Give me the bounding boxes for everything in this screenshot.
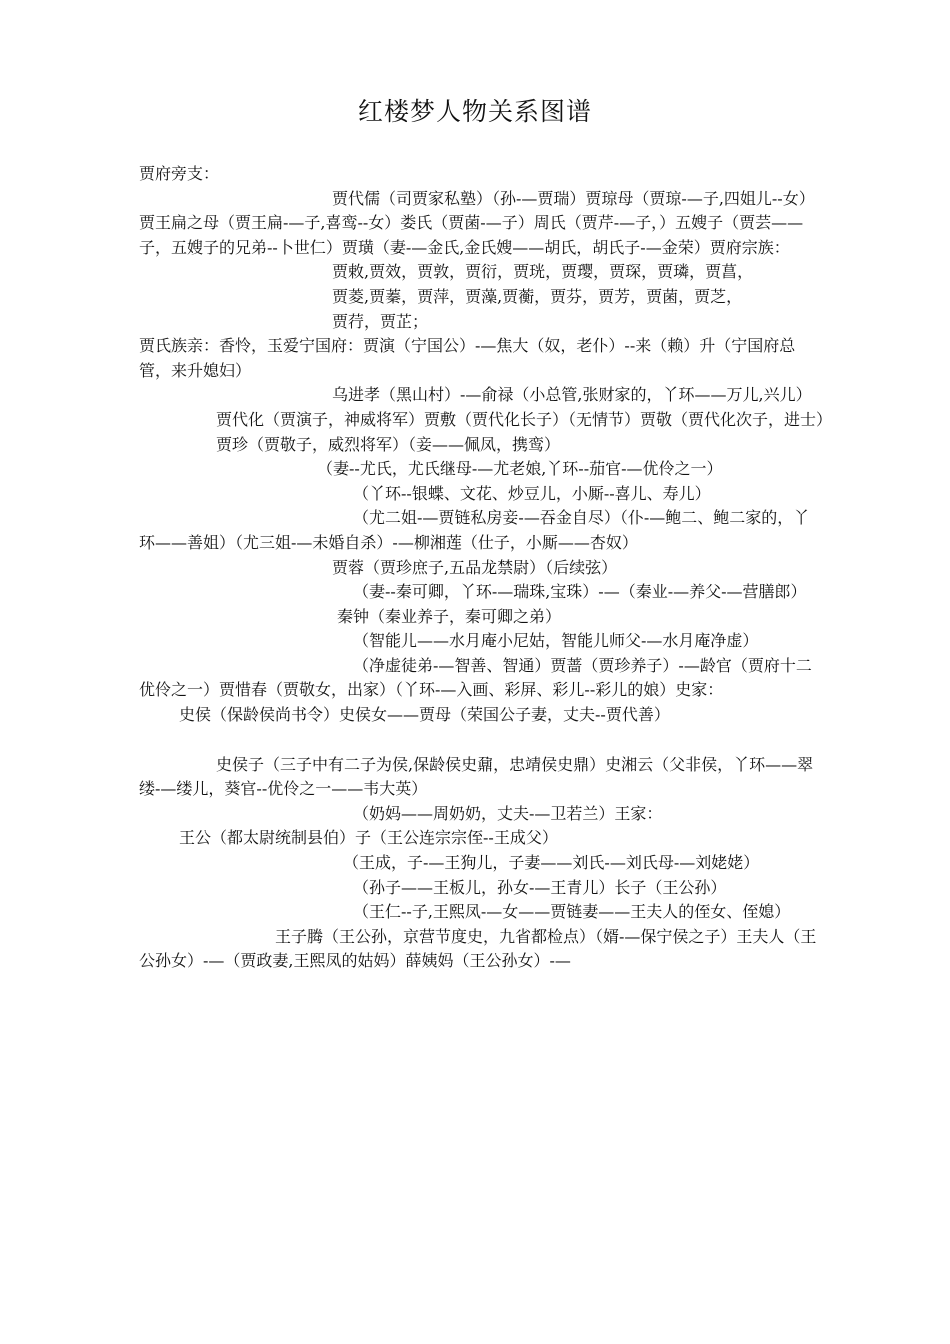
paragraph: （净虚徒弟-—智善、智通）贾蔷（贾珍养子）-—龄官（贾府十二优伶之一）贾惜春（贾敬女，出家）（丫环-—入画、彩屏、彩儿--彩儿的娘）史家： <box>139 655 812 700</box>
paragraph: 贾菱,贾蓁，贾萍，贾藻,贾蘅，贾芬，贾芳，贾菌，贾芝， <box>332 286 743 306</box>
paragraph: （孙子——王板儿，孙女-—王青儿）长子（王公孙） <box>353 877 727 897</box>
paragraph: （智能儿——水月庵小尼姑，智能儿师父-—水月庵净虚） <box>353 631 759 651</box>
paragraph: 乌进孝（黑山村）-—俞禄（小总管,张财家的，丫环——万儿,兴儿） <box>332 385 812 405</box>
paragraph: （王成，子-—王狗儿，子妻——刘氏-—刘氏母-—刘姥姥） <box>343 853 760 873</box>
paragraph: 贾代化（贾演子，神威将军）贾敷（贾代化长子）（无情节）贾敬（贾代化次子，进士）贾珍（贾敬子，威烈将军）（妾——佩凤，携鸾） <box>216 409 825 454</box>
paragraph: （妻--尤氏，尤氏继母-—尤老娘,丫环--茄官-—优伶之一） <box>317 459 723 479</box>
paragraph: （妻--秦可卿，丫环-—瑞珠,宝珠）-—（秦业-—养父-—营膳郎） <box>353 582 807 602</box>
paragraph: 贾府旁支： <box>139 164 220 183</box>
paragraph: 王子腾（王公孙，京营节度史，九省都检点）（婿-—保宁侯之子）王夫人（王公孙女）-—（贾政妻,王熙凤的姑妈）薛姨妈（王公孙女）-— <box>139 926 817 971</box>
paragraph: 贾代儒（司贾家私塾）（孙-—贾瑞）贾琼母（贾琼-—子,四姐儿--女）贾王扁之母（贾王扁-—子,喜鸾--女）娄氏（贾菌-—子）周氏（贾芹-—子，）五嫂子（贾芸——子，五嫂子的兄弟--卜世仁）贾璜（妻-—金氏,金氏嫂——胡氏，胡氏子-—金荣）贾府宗族： <box>139 188 815 257</box>
paragraph: 秦钟（秦业养子，秦可卿之弟） <box>337 606 562 626</box>
paragraph: 史侯（保龄侯尚书令）史侯女——贾母（荣国公子妻，丈夫--贾代善） <box>179 705 670 725</box>
paragraph: 贾敕,贾效，贾敦，贾衍，贾珖，贾璎，贾琛，贾璘，贾菖， <box>332 262 754 282</box>
document-body <box>139 162 825 974</box>
paragraph: （王仁--子,王熙凤-—女——贾链妻——王夫人的侄女、侄媳） <box>353 902 791 922</box>
paragraph: 史侯子（三子中有二子为侯,保龄侯史鼐，忠靖侯史鼎）史湘云（父非侯，丫环——翠缕-—缕儿，葵官--优伶之一——韦大英） <box>139 754 814 799</box>
paragraph: （奶妈——周奶奶，丈夫-—卫若兰）王家： <box>353 803 663 823</box>
document-title: 红楼梦人物关系图谱 <box>357 97 592 126</box>
spacer <box>139 728 825 753</box>
paragraph: 贾氏族亲：香怜，玉爱宁国府：贾演（宁国公）-—焦大（奴，老仆）--来（赖）升（宁国府总管，来升媳妇） <box>139 336 796 380</box>
paragraph: 王公（都太尉统制县伯）子（王公连宗宗侄--王成父） <box>179 828 558 848</box>
paragraph: 贾蓉（贾珍庶子,五品龙禁尉）（后续弦） <box>332 557 618 577</box>
paragraph: （尤二姐-—贾链私房妾-—吞金自尽）（仆-—鲍二、鲍二家的，丫环——善姐）（尤三姐-—未婚自杀）-—柳湘莲（仕子，小厮——杏奴） <box>139 508 810 552</box>
paragraph: 贾荇，贾芷； <box>332 311 429 331</box>
paragraph: （丫环--银蝶、文花、炒豆儿，小厮--喜儿、寿儿） <box>353 483 711 503</box>
